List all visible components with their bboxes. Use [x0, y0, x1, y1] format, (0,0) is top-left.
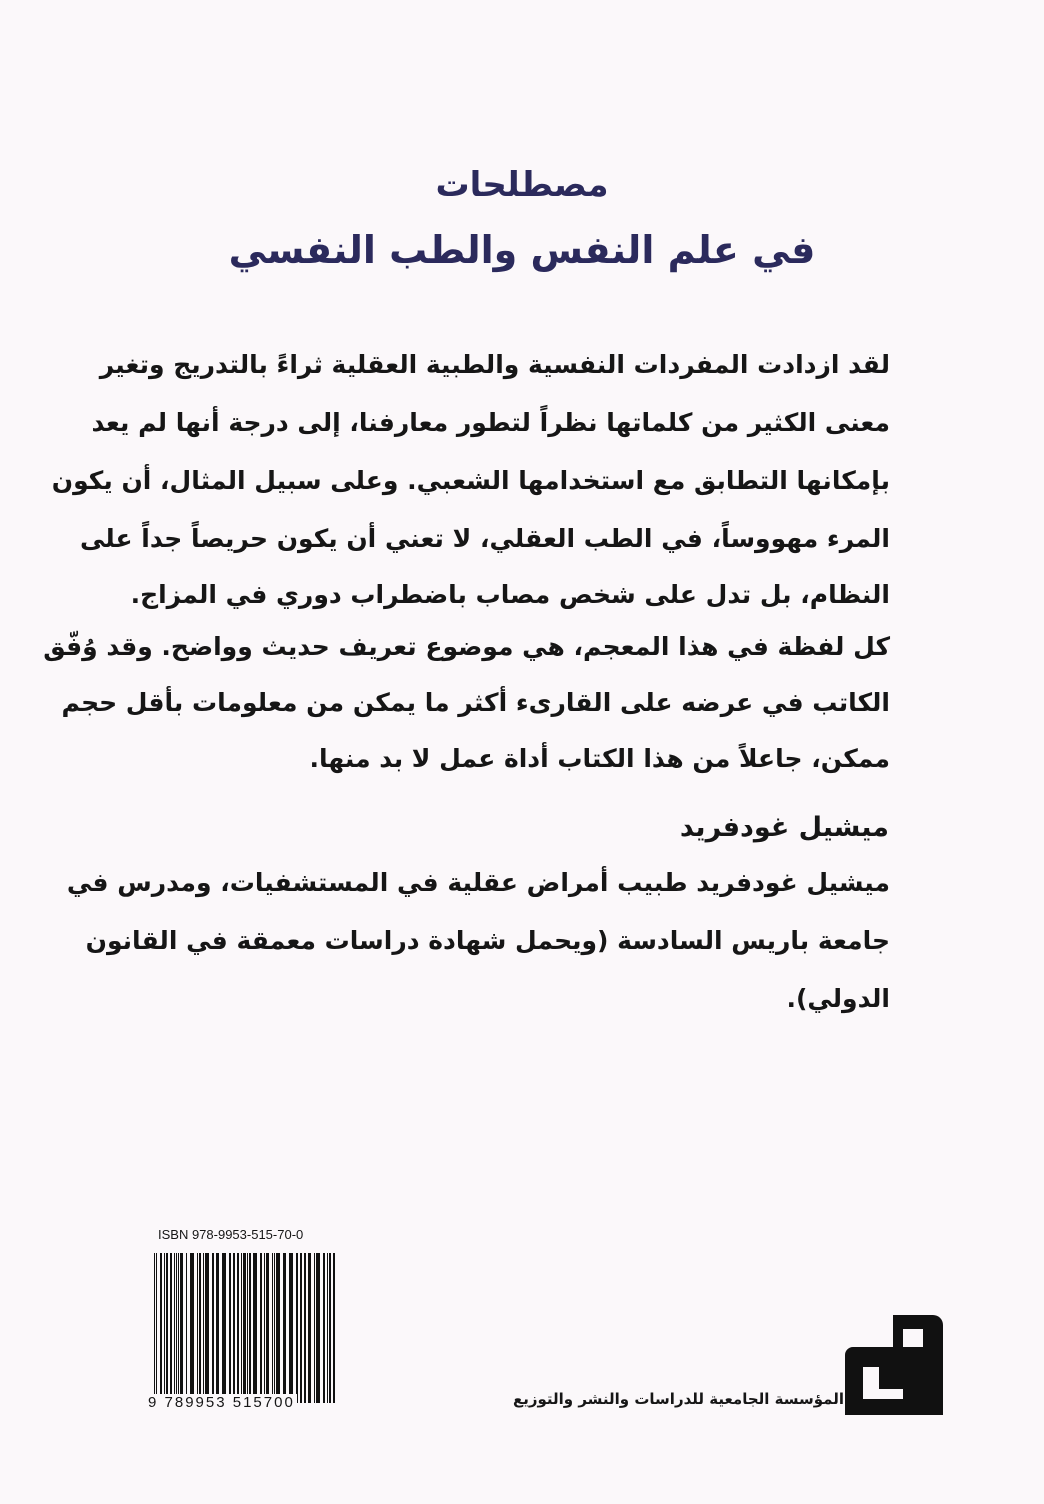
barcode-bar: [283, 1253, 286, 1403]
barcode-bar: [314, 1253, 315, 1403]
author-heading: ميشيل غودفريد: [679, 812, 889, 843]
paragraph3-line: جامعة باريس السادسة (ويحمل شهادة دراسات معمقة في القانون: [85, 926, 890, 955]
barcode-bar: [174, 1253, 175, 1403]
barcode-bar: [289, 1253, 293, 1403]
publisher-name: المؤسسة الجامعية للدراسات والنشر والتوزيع: [512, 1390, 844, 1408]
paragraph2-line: كل لفظة في هذا المعجم، هي موضوع تعريف حديث وواضح. وقد وُفّق: [43, 632, 890, 661]
barcode-bar: [186, 1253, 187, 1403]
book-title-line-1: مصطلحات: [435, 165, 609, 205]
barcode-bar: [233, 1253, 235, 1403]
barcode-bar: [329, 1253, 331, 1403]
paragraph1-line: معنى الكثير من كلماتها نظراً لتطور معارفنا، إلى درجة أنها لم يعد: [91, 408, 890, 437]
barcode-bar: [160, 1253, 162, 1403]
barcode-bar: [300, 1253, 302, 1403]
barcode-bar: [199, 1253, 201, 1403]
barcode-bar: [241, 1253, 242, 1403]
barcode-bar: [272, 1253, 273, 1403]
barcode-bar: [264, 1253, 265, 1403]
barcode-bar: [197, 1253, 198, 1403]
isbn-label: ISBN 978-9953-515-70-0: [158, 1227, 304, 1242]
book-title-line-2: في علم النفس والطب النفسي: [228, 228, 816, 272]
barcode-bar: [266, 1253, 269, 1403]
barcode-bar: [178, 1253, 179, 1403]
barcode-bar: [253, 1253, 257, 1403]
barcode-bar: [164, 1253, 165, 1403]
paragraph1-line: بإمكانها التطابق مع استخدامها الشعبي. وعلى سبيل المثال، أن يكون: [51, 466, 890, 495]
barcode-bar: [327, 1253, 328, 1403]
paragraph1-line: النظام، بل تدل على شخص مصاب باضطراب دوري في المزاج.: [130, 580, 890, 609]
paragraph2-line: الكاتب في عرضه على القارىء أكثر ما يمكن من معلومات بأقل حجم: [61, 688, 890, 717]
barcode-bar: [170, 1253, 172, 1403]
barcode: [150, 1253, 340, 1403]
barcode-bar: [176, 1253, 177, 1403]
publisher-logo: [845, 1315, 945, 1415]
barcode-bar: [190, 1253, 194, 1403]
paragraph1-line: المرء مهووساً، في الطب العقلي، لا تعني أن يكون حريصاً جداً على: [80, 524, 890, 553]
paragraph2-line: ممكن، جاعلاً من هذا الكتاب أداة عمل لا بد منها.: [309, 744, 890, 773]
barcode-bar: [205, 1253, 209, 1403]
barcode-bar: [166, 1253, 168, 1403]
barcode-bar: [216, 1253, 219, 1403]
barcode-bar: [316, 1253, 320, 1403]
barcode-bar: [247, 1253, 248, 1403]
barcode-bar: [154, 1253, 155, 1403]
paragraph3-line: الدولي).: [786, 984, 890, 1013]
barcode-bar: [274, 1253, 275, 1403]
barcode-bar: [229, 1253, 231, 1403]
barcode-bar: [237, 1253, 239, 1403]
paragraph1-line: لقد ازدادت المفردات النفسية والطبية العقلية ثراءً بالتدريج وتغير: [99, 350, 890, 379]
barcode-bar: [296, 1253, 298, 1403]
barcode-bar: [212, 1253, 214, 1403]
barcode-bar: [249, 1253, 251, 1403]
barcode-bar: [276, 1253, 280, 1403]
barcode-bar: [260, 1253, 262, 1403]
barcode-bar: [323, 1253, 325, 1403]
barcode-bar: [333, 1253, 335, 1403]
barcode-bar: [304, 1253, 306, 1403]
barcode-bar: [156, 1253, 157, 1403]
barcode-bar: [243, 1253, 246, 1403]
barcode-number: 9 789953 515700: [148, 1394, 295, 1411]
paragraph3-line: ميشيل غودفريد طبيب أمراض عقلية في المستشفيات، ومدرس في: [66, 868, 890, 897]
barcode-bar: [180, 1253, 183, 1403]
barcode-bar: [222, 1253, 226, 1403]
barcode-bar: [203, 1253, 204, 1403]
barcode-bar: [308, 1253, 311, 1403]
